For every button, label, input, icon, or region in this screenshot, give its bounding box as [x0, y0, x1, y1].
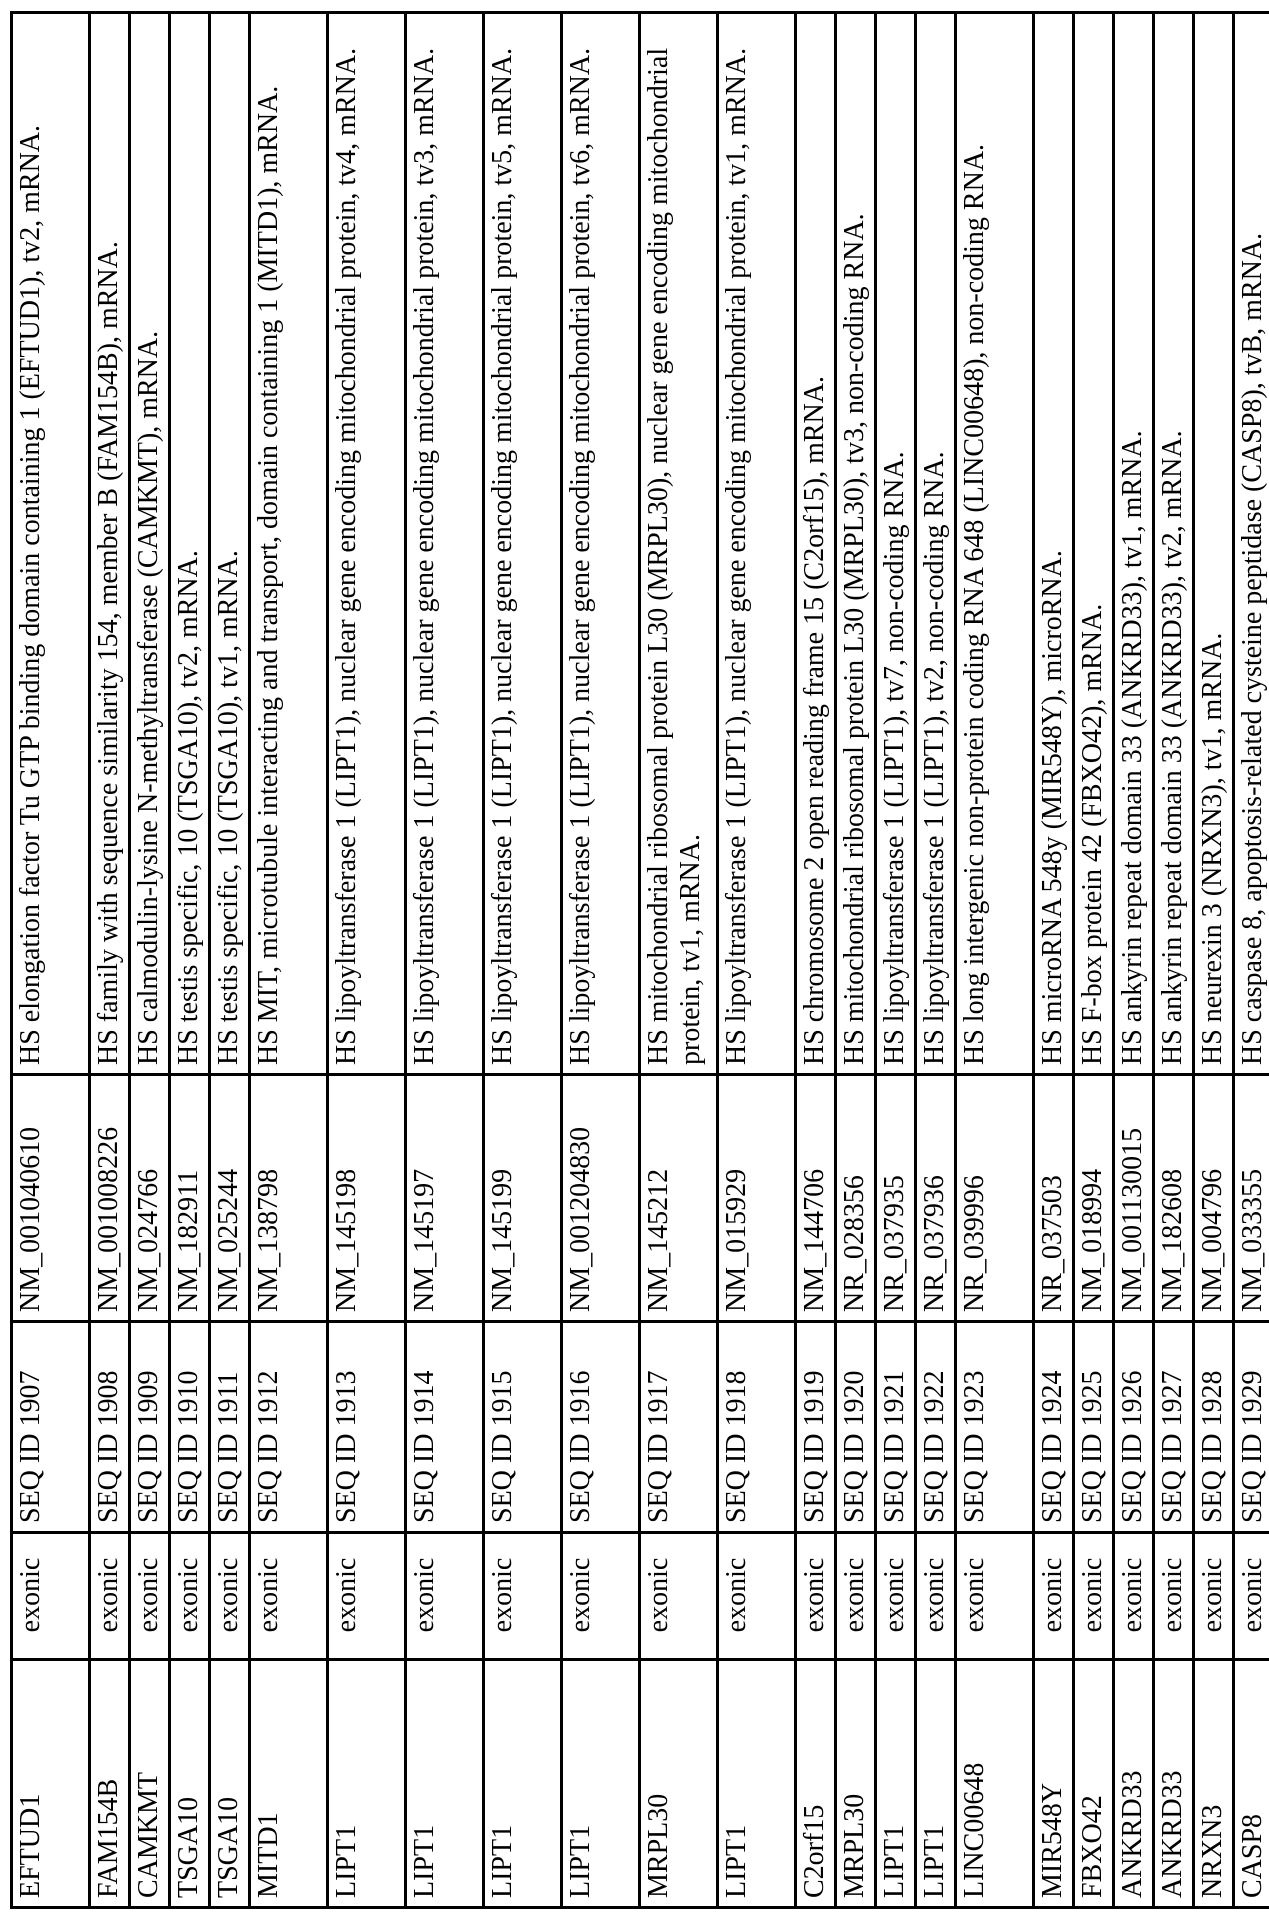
gene-cell: LIPT1	[328, 1660, 406, 1908]
table-row	[170, 13, 210, 1908]
seq-id-cell: SEQ ID 1919	[796, 1322, 836, 1533]
location-cell: exonic	[956, 1533, 1034, 1660]
table-row	[328, 13, 406, 1908]
gene-cell: LIPT1	[718, 1660, 796, 1908]
location-cell: exonic	[210, 1533, 250, 1660]
rotated-page	[10, 11, 1268, 1909]
seq-id-cell: SEQ ID 1910	[170, 1322, 210, 1533]
description-cell: HS lipoyltransferase 1 (LIPT1), nuclear gene encoding mitochondrial protein, tv6, mRNA.	[562, 13, 640, 1075]
accession-cell: NM_001040610	[12, 1075, 90, 1322]
description-cell: HS lipoyltransferase 1 (LIPT1), nuclear gene encoding mitochondrial protein, tv3, mRNA.	[406, 13, 484, 1075]
accession-cell: NM_145199	[484, 1075, 562, 1322]
accession-cell: NM_182608	[1154, 1075, 1194, 1322]
location-cell: exonic	[1194, 1533, 1234, 1660]
table-row	[406, 13, 484, 1908]
description-cell: HS family with sequence similarity 154, member B (FAM154B), mRNA.	[90, 13, 130, 1075]
gene-cell: EFTUD1	[12, 1660, 90, 1908]
description-cell: HS caspase 8, apoptosis-related cysteine peptidase (CASP8), tvB, mRNA.	[1234, 13, 1269, 1075]
gene-cell: NRXN3	[1194, 1660, 1234, 1908]
table-row	[718, 13, 796, 1908]
gene-cell: MIR548Y	[1034, 1660, 1074, 1908]
table-row	[876, 13, 916, 1908]
location-cell: exonic	[916, 1533, 956, 1660]
location-cell: exonic	[12, 1533, 90, 1660]
table-row	[956, 13, 1034, 1908]
table-row	[916, 13, 956, 1908]
seq-id-cell: SEQ ID 1916	[562, 1322, 640, 1533]
location-cell: exonic	[718, 1533, 796, 1660]
seq-id-cell: SEQ ID 1927	[1154, 1322, 1194, 1533]
gene-cell: FBXO42	[1074, 1660, 1114, 1908]
location-cell: exonic	[1114, 1533, 1154, 1660]
table-row	[484, 13, 562, 1908]
table-row	[1034, 13, 1074, 1908]
description-cell: HS elongation factor Tu GTP binding domain containing 1 (EFTUD1), tv2, mRNA.	[12, 13, 90, 1075]
description-cell: HS lipoyltransferase 1 (LIPT1), nuclear gene encoding mitochondrial protein, tv4, mRNA.	[328, 13, 406, 1075]
table-row	[12, 13, 90, 1908]
gene-cell: LIPT1	[562, 1660, 640, 1908]
location-cell: exonic	[170, 1533, 210, 1660]
table-row	[1234, 13, 1269, 1908]
location-cell: exonic	[1234, 1533, 1269, 1660]
table-row	[562, 13, 640, 1908]
table-body	[12, 13, 1269, 1908]
gene-annotation-table	[10, 11, 1269, 1909]
seq-id-cell: SEQ ID 1926	[1114, 1322, 1154, 1533]
gene-cell: MITD1	[250, 1660, 328, 1908]
description-cell: HS chromosome 2 open reading frame 15 (C2orf15), mRNA.	[796, 13, 836, 1075]
description-cell: HS calmodulin-lysine N-methyltransferase (CAMKMT), mRNA.	[130, 13, 170, 1075]
gene-cell: C2orf15	[796, 1660, 836, 1908]
seq-id-cell: SEQ ID 1922	[916, 1322, 956, 1533]
seq-id-cell: SEQ ID 1909	[130, 1322, 170, 1533]
description-cell: HS mitochondrial ribosomal protein L30 (MRPL30), nuclear gene encoding mitochondrial protein, tv1, mRNA.	[640, 13, 718, 1075]
location-cell: exonic	[1154, 1533, 1194, 1660]
table-row	[250, 13, 328, 1908]
seq-id-cell: SEQ ID 1908	[90, 1322, 130, 1533]
description-cell: HS lipoyltransferase 1 (LIPT1), nuclear gene encoding mitochondrial protein, tv1, mRNA.	[718, 13, 796, 1075]
accession-cell: NR_039996	[956, 1075, 1034, 1322]
location-cell: exonic	[90, 1533, 130, 1660]
table-row	[796, 13, 836, 1908]
seq-id-cell: SEQ ID 1915	[484, 1322, 562, 1533]
gene-cell: LIPT1	[484, 1660, 562, 1908]
gene-cell: ANKRD33	[1154, 1660, 1194, 1908]
seq-id-cell: SEQ ID 1914	[406, 1322, 484, 1533]
accession-cell: NM_025244	[210, 1075, 250, 1322]
seq-id-cell: SEQ ID 1917	[640, 1322, 718, 1533]
description-cell: HS testis specific, 10 (TSGA10), tv2, mRNA.	[170, 13, 210, 1075]
accession-cell: NM_138798	[250, 1075, 328, 1322]
description-cell: HS lipoyltransferase 1 (LIPT1), nuclear gene encoding mitochondrial protein, tv5, mRNA.	[484, 13, 562, 1075]
accession-cell: NM_024766	[130, 1075, 170, 1322]
seq-id-cell: SEQ ID 1912	[250, 1322, 328, 1533]
accession-cell: NM_145212	[640, 1075, 718, 1322]
table-row	[1154, 13, 1194, 1908]
gene-cell: LIPT1	[406, 1660, 484, 1908]
accession-cell: NM_015929	[718, 1075, 796, 1322]
accession-cell: NM_004796	[1194, 1075, 1234, 1322]
gene-cell: MRPL30	[640, 1660, 718, 1908]
description-cell: HS F-box protein 42 (FBXO42), mRNA.	[1074, 13, 1114, 1075]
location-cell: exonic	[640, 1533, 718, 1660]
seq-id-cell: SEQ ID 1911	[210, 1322, 250, 1533]
seq-id-cell: SEQ ID 1924	[1034, 1322, 1074, 1533]
table-row	[210, 13, 250, 1908]
location-cell: exonic	[876, 1533, 916, 1660]
accession-cell: NM_144706	[796, 1075, 836, 1322]
gene-cell: CAMKMT	[130, 1660, 170, 1908]
location-cell: exonic	[484, 1533, 562, 1660]
accession-cell: NM_182911	[170, 1075, 210, 1322]
description-cell: HS neurexin 3 (NRXN3), tv1, mRNA.	[1194, 13, 1234, 1075]
accession-cell: NM_145197	[406, 1075, 484, 1322]
gene-cell: MRPL30	[836, 1660, 876, 1908]
table-row	[90, 13, 130, 1908]
table-row	[836, 13, 876, 1908]
table-row	[1194, 13, 1234, 1908]
gene-cell: LIPT1	[916, 1660, 956, 1908]
seq-id-cell: SEQ ID 1928	[1194, 1322, 1234, 1533]
seq-id-cell: SEQ ID 1923	[956, 1322, 1034, 1533]
table-row	[1114, 13, 1154, 1908]
accession-cell: NR_037503	[1034, 1075, 1074, 1322]
description-cell: HS MIT, microtubule interacting and transport, domain containing 1 (MITD1), mRNA.	[250, 13, 328, 1075]
location-cell: exonic	[836, 1533, 876, 1660]
accession-cell: NR_037935	[876, 1075, 916, 1322]
location-cell: exonic	[328, 1533, 406, 1660]
location-cell: exonic	[130, 1533, 170, 1660]
location-cell: exonic	[250, 1533, 328, 1660]
location-cell: exonic	[406, 1533, 484, 1660]
accession-cell: NM_145198	[328, 1075, 406, 1322]
seq-id-cell: SEQ ID 1913	[328, 1322, 406, 1533]
description-cell: HS lipoyltransferase 1 (LIPT1), tv7, non-coding RNA.	[876, 13, 916, 1075]
description-cell: HS lipoyltransferase 1 (LIPT1), tv2, non-coding RNA.	[916, 13, 956, 1075]
table-row	[1074, 13, 1114, 1908]
accession-cell: NM_001130015	[1114, 1075, 1154, 1322]
location-cell: exonic	[1074, 1533, 1114, 1660]
description-cell: HS mitochondrial ribosomal protein L30 (MRPL30), tv3, non-coding RNA.	[836, 13, 876, 1075]
seq-id-cell: SEQ ID 1925	[1074, 1322, 1114, 1533]
description-cell: HS testis specific, 10 (TSGA10), tv1, mRNA.	[210, 13, 250, 1075]
location-cell: exonic	[796, 1533, 836, 1660]
table-row	[130, 13, 170, 1908]
seq-id-cell: SEQ ID 1907	[12, 1322, 90, 1533]
accession-cell: NM_001204830	[562, 1075, 640, 1322]
location-cell: exonic	[1034, 1533, 1074, 1660]
description-cell: HS ankyrin repeat domain 33 (ANKRD33), tv1, mRNA.	[1114, 13, 1154, 1075]
gene-cell: FAM154B	[90, 1660, 130, 1908]
seq-id-cell: SEQ ID 1921	[876, 1322, 916, 1533]
gene-cell: TSGA10	[170, 1660, 210, 1908]
gene-cell: TSGA10	[210, 1660, 250, 1908]
gene-cell: LINC00648	[956, 1660, 1034, 1908]
accession-cell: NM_018994	[1074, 1075, 1114, 1322]
accession-cell: NR_028356	[836, 1075, 876, 1322]
accession-cell: NR_037936	[916, 1075, 956, 1322]
accession-cell: NM_001008226	[90, 1075, 130, 1322]
accession-cell: NM_033355	[1234, 1075, 1269, 1322]
seq-id-cell: SEQ ID 1920	[836, 1322, 876, 1533]
gene-cell: CASP8	[1234, 1660, 1269, 1908]
location-cell: exonic	[562, 1533, 640, 1660]
seq-id-cell: SEQ ID 1929	[1234, 1322, 1269, 1533]
description-cell: HS long intergenic non-protein coding RNA 648 (LINC00648), non-coding RNA.	[956, 13, 1034, 1075]
table-row	[640, 13, 718, 1908]
seq-id-cell: SEQ ID 1918	[718, 1322, 796, 1533]
description-cell: HS ankyrin repeat domain 33 (ANKRD33), tv2, mRNA.	[1154, 13, 1194, 1075]
gene-cell: LIPT1	[876, 1660, 916, 1908]
description-cell: HS microRNA 548y (MIR548Y), microRNA.	[1034, 13, 1074, 1075]
gene-cell: ANKRD33	[1114, 1660, 1154, 1908]
